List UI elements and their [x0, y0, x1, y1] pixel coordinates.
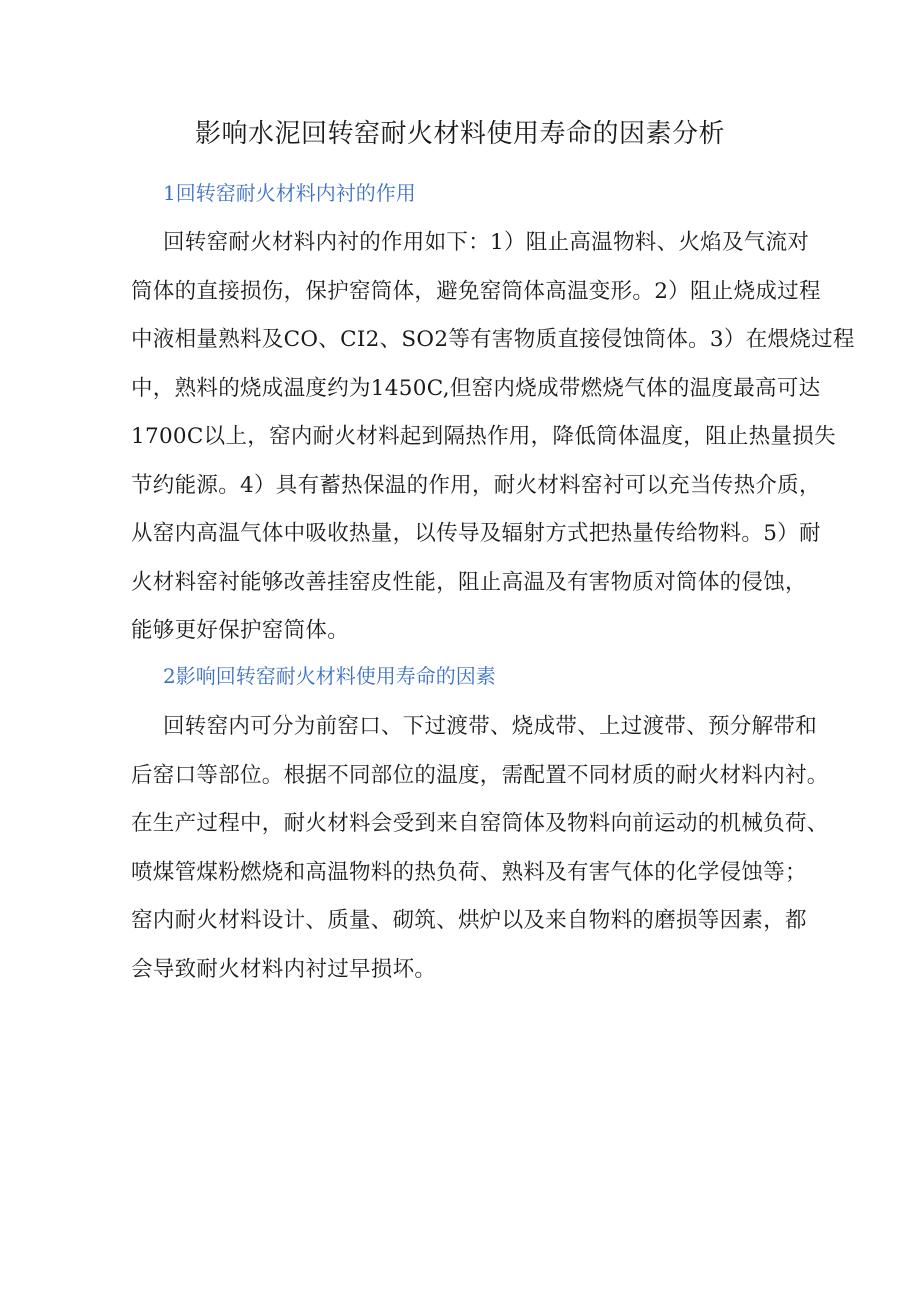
section-1-paragraph: [131, 219, 855, 656]
paragraph-line: 在生产过程中，耐火材料会受到来自窑筒体及物料向前运动的机械负荷、: [131, 811, 829, 836]
paragraph-line: 中液相量熟料及CO、CI2、SO2等有害物质直接侵蚀筒体。3）在煨烧过程: [131, 327, 855, 352]
paragraph-line: 后窑口等部位。根据不同部位的温度，需配置不同材质的耐火材料内衬。: [131, 762, 829, 788]
paragraph-line: 能够更好保护窑筒体。: [131, 618, 350, 643]
paragraph-line: 喷煤管煤粉燃烧和高温物料的热负荷、熟料及有害气体的化学侵蚀等；: [131, 859, 807, 885]
paragraph-line: 回转窑耐火材料内衬的作用如下：1）阻止高温物料、火焰及气流对: [163, 230, 810, 255]
paragraph-line: 窑内耐火材料设计、质量、砌筑、烘炉以及来自物料的磨损等因素，都: [131, 908, 807, 933]
paragraph-line: 节约能源。4）具有蓄热保温的作用，耐火材料窑衬可以充当传热介质，: [131, 472, 821, 498]
paragraph-line: 从窑内高温气体中吸收热量，以传导及辐射方式把热量传给物料。5）耐: [131, 521, 821, 546]
paragraph-line: 1700C以上，窑内耐火材料起到隔热作用，降低筒体温度，阻止热量损失: [131, 424, 836, 449]
paragraph-line: 火材料窑衬能够改善挂窑皮性能，阻止高温及有害物质对筒体的侵蚀，: [131, 569, 807, 595]
section-2-paragraph: [131, 703, 829, 994]
paragraph-line: 回转窑内可分为前窑口、下过渡带、烧成带、上过渡带、预分解带和: [163, 714, 818, 739]
section-heading-1: 1回转窑耐火材料内衬的作用: [163, 181, 416, 205]
paragraph-line: 筒体的直接损伤，保护窑筒体，避免窑筒体高温变形。2）阻止烧成过程: [131, 278, 821, 304]
paragraph-line: 会导致耐火材料内衬过早损坏。: [131, 956, 437, 982]
document-title: 影响水泥回转窑耐火材料使用寿命的因素分析: [194, 119, 725, 149]
section-heading-2: 2影响回转窑耐火材料使用寿命的因素: [163, 664, 496, 688]
paragraph-line: 中，熟料的烧成温度约为1450C,但窑内烧成带燃烧气体的温度最高可达: [131, 375, 821, 401]
